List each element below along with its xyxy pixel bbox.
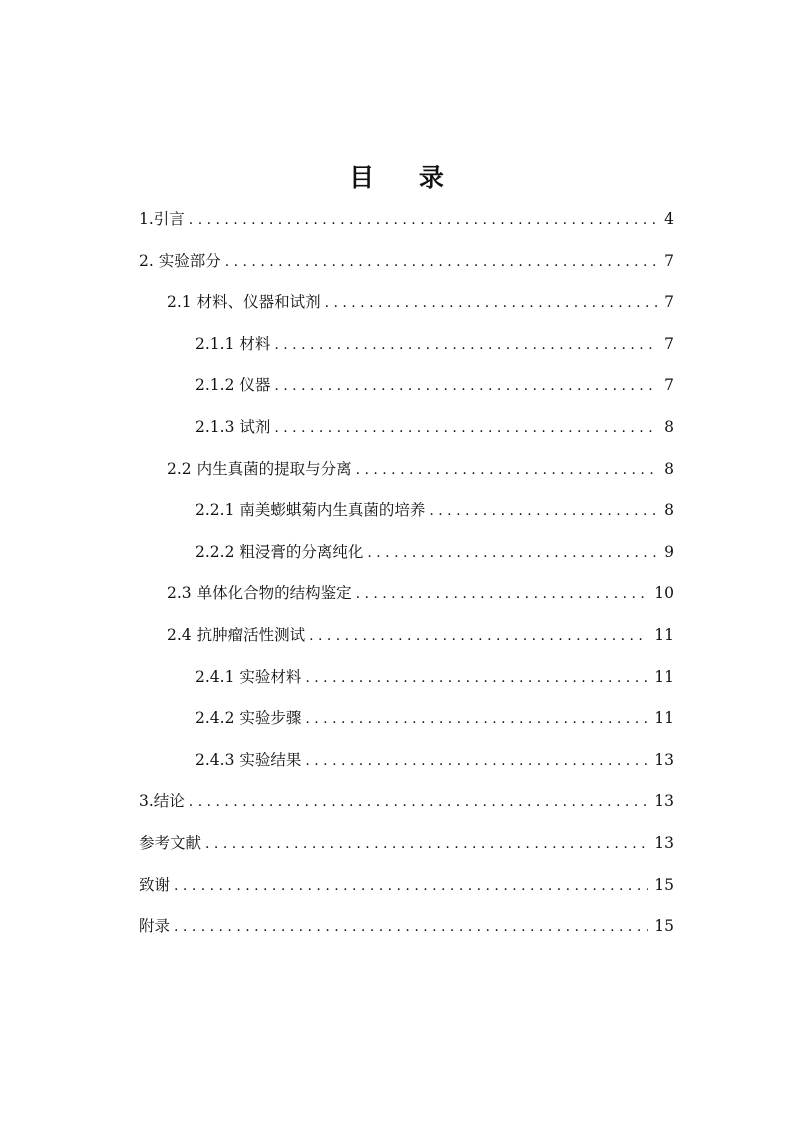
toc-entry-page: 10 [654,584,674,603]
toc-entry-page: 8 [664,417,674,436]
toc-entry[interactable] [139,740,674,782]
toc-entry[interactable] [139,324,674,366]
toc-entry-page: 11 [654,709,674,728]
toc-dot-leader [189,200,658,242]
toc-entry-page: 13 [654,833,674,852]
toc-entry-label: 3.结论 [139,792,185,811]
toc-entry[interactable] [139,449,674,491]
toc-entry[interactable] [139,657,674,699]
toc-entry-label: 2.4.1 实验材料 [195,667,302,686]
toc-entry-label: 2.4.3 实验结果 [195,750,302,769]
toc-entry[interactable] [139,615,674,657]
toc-entry-label: 2.1.2 仪器 [195,376,271,395]
toc-dot-leader [305,699,648,741]
toc-entry-label: 致谢 [139,875,171,894]
toc-entry[interactable] [139,282,674,324]
toc-entry-label: 2.2.1 南美蟛蜞菊内生真菌的培养 [195,501,426,520]
toc-dot-leader [189,782,648,824]
toc-entry[interactable] [139,532,674,574]
toc-dot-leader [305,658,648,700]
toc-entry[interactable] [139,365,674,407]
toc-entry-page: 9 [664,542,674,561]
toc-dot-leader [274,408,658,450]
toc-dot-leader [325,283,658,325]
toc-entry-page: 15 [654,875,674,894]
toc-dot-leader [309,616,648,658]
toc-entry-label: 2.3 单体化合物的结构鉴定 [167,584,352,603]
toc-dot-leader [429,491,658,533]
toc-entry[interactable] [139,573,674,615]
toc-entry-label: 2.4 抗肿瘤活性测试 [167,625,306,644]
toc-entry[interactable] [139,407,674,449]
toc-entry-page: 8 [664,459,674,478]
toc-entry-label: 1.引言 [139,210,185,228]
toc-entry[interactable] [139,906,674,948]
toc-entry-label: 参考文献 [139,833,202,852]
toc-dot-leader [174,866,648,908]
toc-entry-page: 7 [664,334,674,353]
toc-dot-leader [225,242,658,284]
toc-entry-page: 8 [664,501,674,520]
toc-entry[interactable] [139,698,674,740]
toc-entry-page: 4 [664,210,674,228]
toc-entry[interactable] [139,865,674,907]
toc-dot-leader [356,450,658,492]
toc-entry-page: 15 [654,917,674,936]
toc-entry[interactable] [139,199,674,241]
toc-entry-label: 2.1.1 材料 [195,334,271,353]
toc-dot-leader [205,824,648,866]
toc-entry-label: 2.1.3 试剂 [195,417,271,436]
toc-entry[interactable] [139,781,674,823]
toc-entry[interactable] [139,241,674,283]
toc-dot-leader [367,533,658,575]
toc-dot-leader [174,907,648,949]
toc-dot-leader [356,574,649,616]
toc-entry-label: 2.2 内生真菌的提取与分离 [167,459,352,478]
toc-entry-page: 11 [654,667,674,686]
toc-dot-leader [274,366,658,408]
toc-entry-page: 11 [654,625,674,644]
toc-entry-page: 7 [664,251,674,270]
toc-entry[interactable] [139,490,674,532]
toc-entry-page: 7 [664,293,674,312]
toc-entry[interactable] [139,823,674,865]
toc-title: 目 录 [349,163,462,192]
toc-dot-leader [274,325,658,367]
toc-entry-label: 2.1 材料、仪器和试剂 [167,293,321,312]
toc-entry-label: 2.2.2 粗浸膏的分离纯化 [195,542,364,561]
toc-dot-leader [305,741,648,783]
toc-entry-label: 2.4.2 实验步骤 [195,709,302,728]
toc-entry-page: 13 [654,750,674,769]
toc-entry-page: 13 [654,792,674,811]
toc-entry-label: 2. 实验部分 [139,251,221,270]
toc-list [139,199,674,948]
toc-entry-label: 附录 [139,917,171,936]
toc-entry-page: 7 [664,376,674,395]
